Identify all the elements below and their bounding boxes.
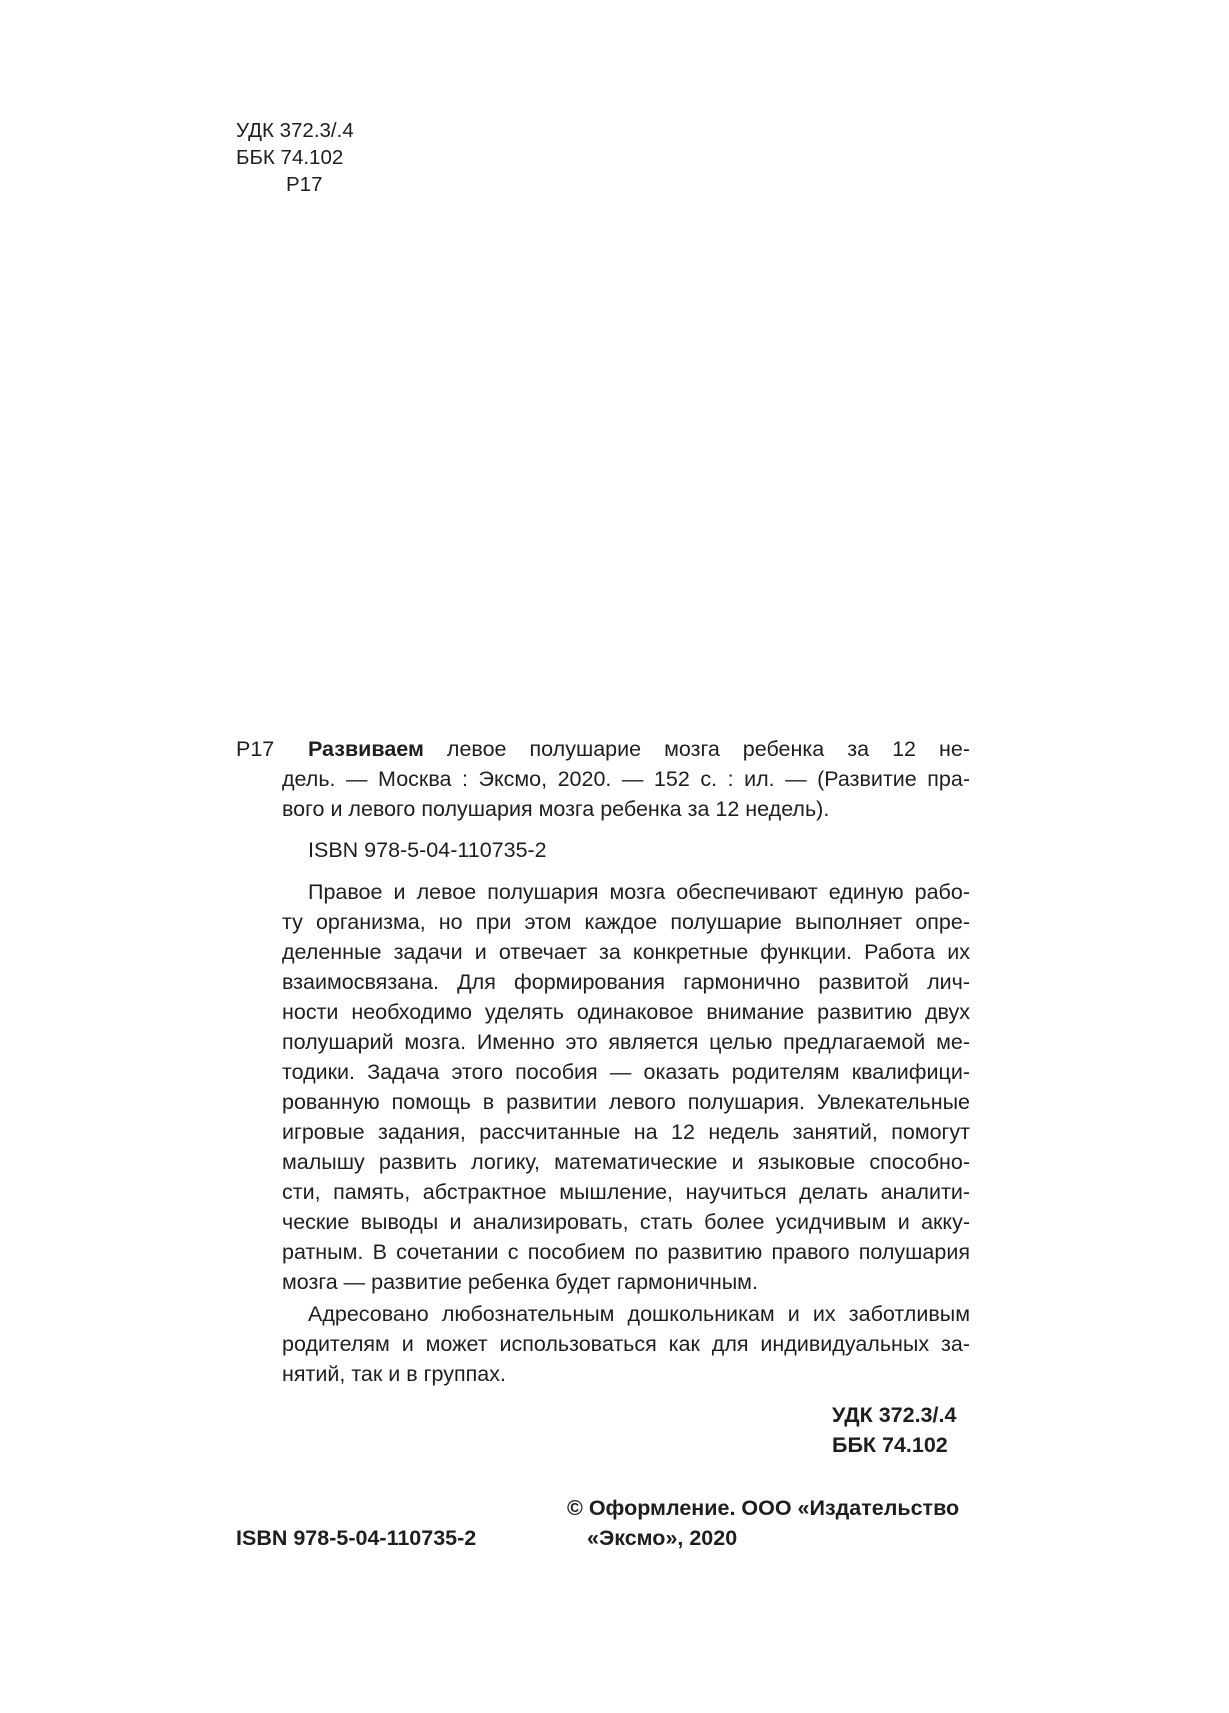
annotation-line: ческие выводы и анализировать, стать более усидчивым и акку- — [282, 1210, 970, 1234]
catalog-line-1-rest: левое полушарие мозга ребенка за 12 не- — [446, 737, 970, 761]
author-mark-top: Р17 — [286, 173, 323, 196]
bbk-code-top: ББК 74.102 — [236, 146, 344, 169]
footer-isbn: ISBN 978-5-04-110735-2 — [236, 1526, 477, 1550]
book-title-bold: Развиваем — [308, 737, 424, 761]
annotation-line: малышу развить логику, математические и языковые способно- — [282, 1150, 970, 1174]
annotation-line: Правое и левое полушария мозга обеспечивают единую рабо- — [308, 880, 970, 904]
annotation-line: игровые задания, рассчитанные на 12 недель занятий, помогут — [282, 1120, 970, 1144]
catalog-line-1 — [308, 735, 970, 764]
author-mark-entry: Р17 — [236, 737, 275, 761]
bbk-code-bottom: ББК 74.102 — [832, 1433, 948, 1457]
annotation-line: Адресовано любознательным дошкольникам и их заботливым — [308, 1302, 970, 1326]
catalog-line-2: дель. — Москва : Эксмо, 2020. — 152 с. : ил. — (Развитие пра- — [282, 767, 970, 791]
annotation-line: ту организма, но при этом каждое полушарие выполняет опре- — [282, 910, 970, 934]
udk-code-bottom: УДК 372.3/.4 — [832, 1403, 957, 1427]
annotation-line: нятий, так и в группах. — [282, 1362, 506, 1386]
annotation-line: ности необходимо уделять одинаковое внимание развитию двух — [282, 1000, 970, 1024]
catalog-isbn: ISBN 978-5-04-110735-2 — [308, 838, 547, 862]
annotation-line: мозга — развитие ребенка будет гармоничным. — [282, 1270, 758, 1294]
udk-code-top: УДК 372.3/.4 — [236, 119, 354, 142]
annotation-line: рованную помощь в развитии левого полушария. Увлекательные — [282, 1090, 970, 1114]
annotation-line: взаимосвязана. Для формирования гармонично развитой лич- — [282, 970, 970, 994]
annotation-line: сти, память, абстрактное мышление, научиться делать аналити- — [282, 1180, 970, 1204]
annotation-line: деленные задачи и отвечает за конкретные функции. Работа их — [282, 940, 970, 964]
copyright-line-2: «Эксмо», 2020 — [587, 1526, 738, 1550]
annotation-line: родителям и может использоваться как для индивидуальных за- — [282, 1332, 970, 1356]
annotation-line: полушарий мозга. Именно это является целью предлагаемой ме- — [282, 1030, 970, 1054]
annotation-line: ратным. В сочетании с пособием по развитию правого полушария — [282, 1240, 970, 1264]
catalog-line-3: вого и левого полушария мозга ребенка за 12 недель). — [282, 797, 830, 821]
annotation-line: тодики. Задача этого пособия — оказать родителям квалифици- — [282, 1060, 970, 1084]
copyright-line-1: © Оформление. ООО «Издательство — [567, 1496, 960, 1520]
